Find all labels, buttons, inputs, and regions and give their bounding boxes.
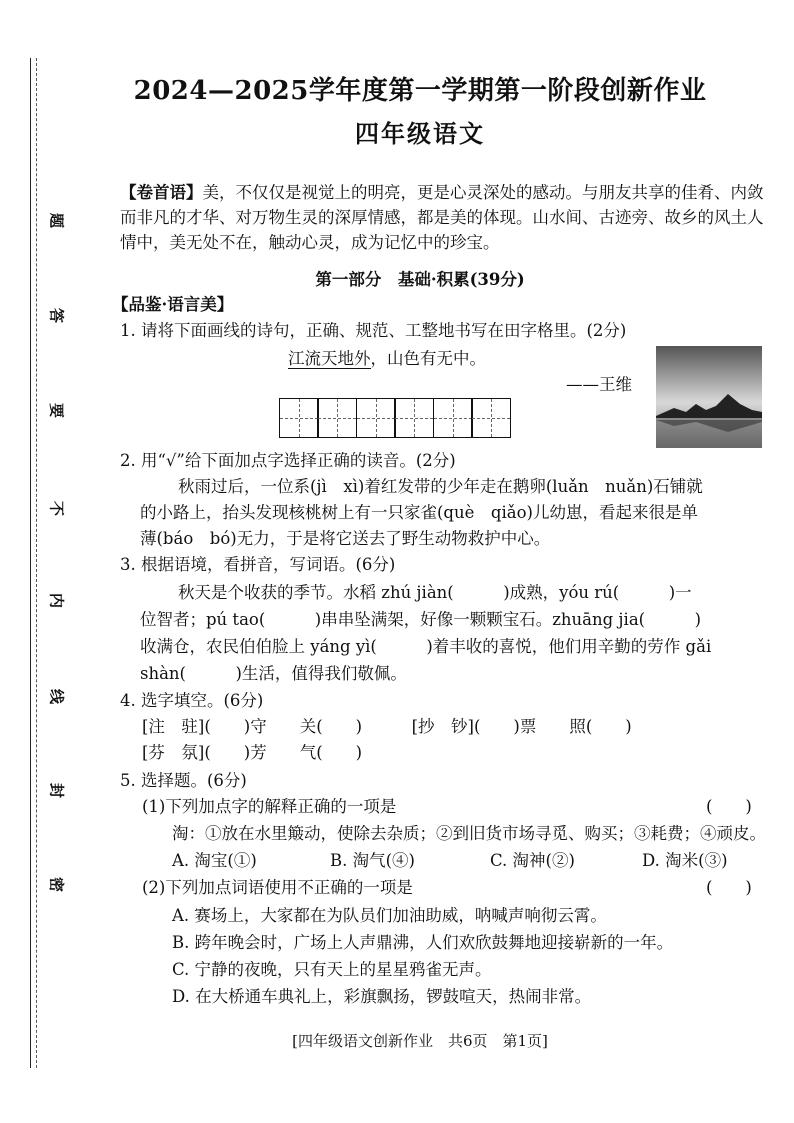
binding-char: 线	[47, 688, 66, 704]
q5-sub1-option-c[interactable]: C. 淘神(②)	[490, 851, 575, 870]
q1-poem	[288, 346, 486, 371]
q5-sub2-option-b[interactable]: B. 跨年晚会时，广场上人声鼎沸，人们欢欣鼓舞地迎接崭新的一年。	[172, 933, 674, 952]
binding-char: 封	[47, 782, 66, 798]
binding-char: 密	[47, 876, 66, 892]
q4-line: [芬 氛]( )芳 气( )	[142, 743, 363, 762]
q1-poem-rest: ，山色有无中。	[370, 349, 486, 368]
tianzige-grid[interactable]	[280, 398, 520, 438]
binding-char: 要	[47, 402, 66, 418]
grid-cell[interactable]	[317, 398, 357, 438]
preface	[120, 180, 765, 255]
section-heading: 【品鉴·语言美】	[112, 295, 234, 314]
q1-prompt: 1. 请将下面画线的诗句，正确、规范、工整地书写在田字格里。(2分)	[120, 321, 627, 340]
q5-sub1-answer[interactable]: ( )	[706, 797, 752, 816]
q3-line: shàn( )生活，值得我们敬佩。	[140, 664, 407, 683]
q1-author: ——王维	[566, 375, 632, 394]
grid-cell[interactable]	[433, 398, 473, 438]
q5-sub2-option-c[interactable]: C. 宁静的夜晚，只有天上的星星鸦雀无声。	[172, 960, 492, 979]
part-heading: 第一部分 基础·积累(39分)	[315, 270, 525, 289]
q5-sub1-option-d[interactable]: D. 淘米(③)	[642, 851, 728, 870]
q5-sub2-option-d[interactable]: D. 在大桥通车典礼上，彩旗飘扬，锣鼓喧天，热闹非常。	[172, 987, 592, 1006]
q2-prompt: 2. 用“√”给下面加点字选择正确的读音。(2分)	[120, 451, 456, 470]
binding-char: 不	[47, 500, 66, 516]
q5-sub1: (1)下列加点字的解释正确的一项是	[142, 797, 397, 816]
q2-line: 的小路上，抬头发现核桃树上有一只家雀(què qiǎo)儿幼崽，看起来很是单	[140, 503, 698, 522]
q5-sub1-option-b[interactable]: B. 淘气(④)	[330, 851, 415, 870]
q5-prompt: 5. 选择题。(6分)	[120, 771, 247, 790]
q1-poem-underlined: 江流天地外	[288, 349, 371, 368]
q3-prompt: 3. 根据语境，看拼音，写词语。(6分)	[120, 555, 396, 574]
page-footer: [四年级语文创新作业 共6页 第1页]	[292, 1032, 548, 1050]
q5-sub1-option-a[interactable]: A. 淘宝(①)	[172, 851, 257, 870]
q5-sub2: (2)下列加点词语使用不正确的一项是	[142, 878, 413, 897]
page-subtitle: 四年级语文	[355, 119, 485, 148]
landscape-photo	[656, 346, 762, 448]
q3-line: 收满仓，农民伯伯脸上 yáng yì( )着丰收的喜悦，他们用辛勤的劳作 gǎi	[140, 637, 712, 656]
q4-line: [注 驻]( )守 关( ) [抄 钞]( )票 照( )	[142, 717, 632, 736]
q3-line: 秋天是个收获的季节。水稻 zhú jiàn( )成熟，yóu rú( )一	[178, 583, 692, 602]
q4-prompt: 4. 选字填空。(6分)	[120, 691, 264, 710]
page-title: 2024—2025学年度第一学期第一阶段创新作业	[133, 76, 707, 106]
binding-line	[30, 58, 31, 1068]
grid-cell[interactable]	[471, 398, 511, 438]
preface-label: 【卷首语】	[120, 183, 203, 202]
grid-cell[interactable]	[279, 398, 319, 438]
grid-cell[interactable]	[356, 398, 396, 438]
binding-char: 内	[47, 592, 66, 608]
q2-line: 秋雨过后，一位系(jì xì)着红发带的少年走在鹅卵(luǎn nuǎn)石铺就	[178, 477, 703, 496]
grid-cell[interactable]	[394, 398, 434, 438]
binding-char: 题	[47, 212, 66, 228]
q2-line: 薄(báo bó)无力，于是将它送去了野生动物救护中心。	[140, 529, 551, 548]
q5-sub2-option-a[interactable]: A. 赛场上，大家都在为队员们加油助威，呐喊声响彻云霄。	[172, 906, 607, 925]
preface-text: 美，不仅仅是视觉上的明亮，更是心灵深处的感动。与朋友共享的佳肴、内敛而非凡的才华、对万物生灵的深厚情感，都是美的体现。山水间、古迹旁、故乡的风土人情中，美无处不在，触动心灵，成为记忆中的珍宝。	[120, 183, 764, 252]
binding-dashed-line	[36, 58, 37, 1068]
binding-char: 答	[47, 307, 66, 323]
q5-sub2-answer[interactable]: ( )	[706, 878, 752, 897]
q5-sub1-definition: 淘：①放在水里簸动，使除去杂质；②到旧货市场寻觅、购买；③耗费；④顽皮。	[172, 824, 766, 843]
q3-line: 位智者；pú tao( )串串坠满架，好像一颗颗宝石。zhuāng jia( )	[140, 610, 702, 629]
